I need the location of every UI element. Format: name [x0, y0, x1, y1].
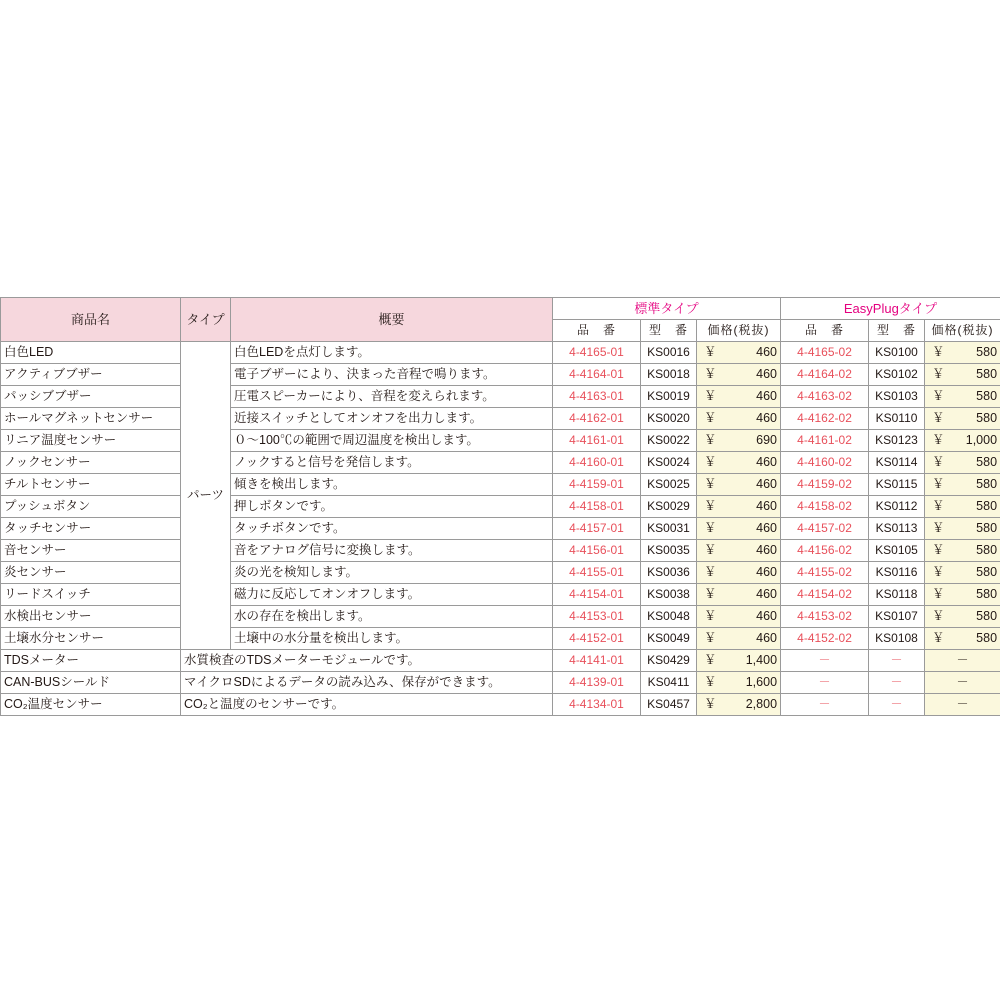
price-value: 580 — [976, 609, 998, 623]
cell-standard-price — [697, 694, 781, 716]
price-value: 580 — [976, 499, 998, 513]
yen-symbol: ￥ — [932, 389, 945, 403]
cell-easyplug-part-no: 4-4157-02 — [781, 518, 869, 540]
price-value: 1,600 — [745, 675, 778, 689]
yen-symbol: ￥ — [704, 675, 717, 689]
cell-easyplug-part-no: 4-4162-02 — [781, 408, 869, 430]
cell-easyplug-part-no: 4-4160-02 — [781, 452, 869, 474]
cell-easyplug-price — [925, 408, 1000, 430]
price-value: 460 — [756, 565, 778, 579]
cell-standard-price — [697, 562, 781, 584]
cell-easyplug-price — [925, 518, 1000, 540]
cell-easyplug-part-no: 4-4159-02 — [781, 474, 869, 496]
cell-standard-price — [697, 474, 781, 496]
table-row — [1, 342, 1000, 364]
cell-product-name: CO₂温度センサー — [1, 694, 181, 716]
cell-summary: 音をアナログ信号に変換します。 — [231, 540, 553, 562]
cell-standard-model-no: KS0024 — [641, 452, 697, 474]
cell-standard-model-no: KS0035 — [641, 540, 697, 562]
price-value: 460 — [756, 345, 778, 359]
cell-summary: ノックすると信号を発信します。 — [231, 452, 553, 474]
cell-standard-part-no: 4-4157-01 — [553, 518, 641, 540]
table-row — [1, 650, 1000, 672]
cell-standard-part-no: 4-4139-01 — [553, 672, 641, 694]
cell-easyplug-model-no: KS0105 — [869, 540, 925, 562]
table-row — [1, 496, 1000, 518]
cell-standard-price — [697, 496, 781, 518]
yen-symbol: ￥ — [932, 455, 945, 469]
cell-easyplug-model-no: KS0107 — [869, 606, 925, 628]
table-row — [1, 408, 1000, 430]
cell-easyplug-part-no: 4-4164-02 — [781, 364, 869, 386]
cell-product-name: ホールマグネットセンサー — [1, 408, 181, 430]
cell-standard-price — [697, 672, 781, 694]
table-body — [1, 342, 1000, 716]
cell-standard-model-no: KS0025 — [641, 474, 697, 496]
cell-easyplug-part-no: 4-4154-02 — [781, 584, 869, 606]
cell-summary: 押しボタンです。 — [231, 496, 553, 518]
cell-product-name: ノックセンサー — [1, 452, 181, 474]
cell-standard-price — [697, 584, 781, 606]
cell-summary: 磁力に反応してオンオフします。 — [231, 584, 553, 606]
yen-symbol: ￥ — [704, 609, 717, 623]
cell-easyplug-part-no: － — [781, 672, 869, 694]
price-value: 580 — [976, 521, 998, 535]
cell-standard-model-no: KS0429 — [641, 650, 697, 672]
yen-symbol: ￥ — [932, 477, 945, 491]
price-value: 460 — [756, 543, 778, 557]
cell-standard-part-no: 4-4158-01 — [553, 496, 641, 518]
cell-standard-part-no: 4-4154-01 — [553, 584, 641, 606]
yen-symbol: ￥ — [932, 411, 945, 425]
table-row — [1, 672, 1000, 694]
cell-easyplug-model-no: KS0102 — [869, 364, 925, 386]
cell-easyplug-price — [925, 474, 1000, 496]
cell-standard-part-no: 4-4163-01 — [553, 386, 641, 408]
cell-standard-part-no: 4-4162-01 — [553, 408, 641, 430]
cell-product-name: TDSメーター — [1, 650, 181, 672]
cell-product-name: 音センサー — [1, 540, 181, 562]
cell-easyplug-price — [925, 628, 1000, 650]
cell-easyplug-model-no: － — [869, 672, 925, 694]
yen-symbol: ￥ — [704, 543, 717, 557]
cell-standard-model-no: KS0019 — [641, 386, 697, 408]
yen-symbol: ￥ — [704, 433, 717, 447]
cell-standard-model-no: KS0036 — [641, 562, 697, 584]
cell-easyplug-price — [925, 430, 1000, 452]
table-row — [1, 606, 1000, 628]
cell-standard-price — [697, 408, 781, 430]
cell-standard-model-no: KS0038 — [641, 584, 697, 606]
yen-symbol: ￥ — [704, 499, 717, 513]
cell-easyplug-model-no: KS0123 — [869, 430, 925, 452]
price-value: 1,000 — [965, 433, 998, 447]
cell-product-name: 水検出センサー — [1, 606, 181, 628]
cell-easyplug-part-no: 4-4153-02 — [781, 606, 869, 628]
cell-easyplug-part-no: 4-4165-02 — [781, 342, 869, 364]
cell-standard-model-no: KS0022 — [641, 430, 697, 452]
price-value: 580 — [976, 411, 998, 425]
cell-summary: 水質検査のTDSメーターモジュールです。 — [181, 650, 553, 672]
price-value: 460 — [756, 521, 778, 535]
cell-easyplug-model-no: KS0118 — [869, 584, 925, 606]
cell-easyplug-part-no: 4-4161-02 — [781, 430, 869, 452]
cell-product-name: 白色LED — [1, 342, 181, 364]
table-row — [1, 628, 1000, 650]
cell-easyplug-model-no: KS0103 — [869, 386, 925, 408]
cell-summary: マイクロSDによるデータの読み込み、保存ができます。 — [181, 672, 553, 694]
cell-standard-price — [697, 540, 781, 562]
cell-standard-part-no: 4-4165-01 — [553, 342, 641, 364]
cell-standard-price — [697, 342, 781, 364]
cell-easyplug-price — [925, 562, 1000, 584]
price-value: 580 — [976, 389, 998, 403]
cell-standard-price — [697, 628, 781, 650]
cell-easyplug-price: － — [925, 694, 1000, 716]
cell-easyplug-model-no: － — [869, 694, 925, 716]
price-value: 580 — [976, 543, 998, 557]
cell-easyplug-price — [925, 584, 1000, 606]
yen-symbol: ￥ — [704, 345, 717, 359]
yen-symbol: ￥ — [704, 587, 717, 601]
price-value: 580 — [976, 631, 998, 645]
cell-easyplug-part-no: － — [781, 694, 869, 716]
table-row — [1, 584, 1000, 606]
cell-summary: 白色LEDを点灯します。 — [231, 342, 553, 364]
cell-summary: ０～100℃の範囲で周辺温度を検出します。 — [231, 430, 553, 452]
cell-standard-part-no: 4-4161-01 — [553, 430, 641, 452]
cell-summary: タッチボタンです。 — [231, 518, 553, 540]
header-easyplug-part-no: 品 番 — [781, 320, 869, 342]
cell-summary: 近接スイッチとしてオンオフを出力します。 — [231, 408, 553, 430]
yen-symbol: ￥ — [932, 345, 945, 359]
cell-easyplug-price — [925, 540, 1000, 562]
price-value: 580 — [976, 477, 998, 491]
cell-standard-part-no: 4-4160-01 — [553, 452, 641, 474]
yen-symbol: ￥ — [932, 587, 945, 601]
cell-product-name: 炎センサー — [1, 562, 181, 584]
cell-easyplug-model-no: KS0116 — [869, 562, 925, 584]
cell-product-name: タッチセンサー — [1, 518, 181, 540]
table-header — [1, 298, 1000, 342]
cell-standard-model-no: KS0048 — [641, 606, 697, 628]
cell-easyplug-part-no: 4-4158-02 — [781, 496, 869, 518]
cell-standard-model-no: KS0018 — [641, 364, 697, 386]
cell-standard-part-no: 4-4153-01 — [553, 606, 641, 628]
yen-symbol: ￥ — [704, 455, 717, 469]
yen-symbol: ￥ — [932, 609, 945, 623]
cell-standard-price — [697, 364, 781, 386]
cell-easyplug-price — [925, 496, 1000, 518]
table-row — [1, 364, 1000, 386]
product-table-container — [0, 297, 1000, 716]
header-easyplug-model-no: 型 番 — [869, 320, 925, 342]
price-value: 460 — [756, 455, 778, 469]
header-type: タイプ — [181, 298, 231, 342]
cell-easyplug-model-no: KS0115 — [869, 474, 925, 496]
header-standard-price: 価格(税抜) — [697, 320, 781, 342]
cell-summary: 炎の光を検知します。 — [231, 562, 553, 584]
cell-easyplug-price: － — [925, 672, 1000, 694]
price-value: 690 — [756, 433, 778, 447]
cell-easyplug-model-no: KS0112 — [869, 496, 925, 518]
table-row — [1, 518, 1000, 540]
price-value: 580 — [976, 587, 998, 601]
cell-standard-model-no: KS0020 — [641, 408, 697, 430]
yen-symbol: ￥ — [704, 653, 717, 667]
table-row — [1, 540, 1000, 562]
yen-symbol: ￥ — [932, 367, 945, 381]
cell-product-name: チルトセンサー — [1, 474, 181, 496]
cell-easyplug-part-no: 4-4152-02 — [781, 628, 869, 650]
cell-standard-price — [697, 452, 781, 474]
yen-symbol: ￥ — [704, 631, 717, 645]
cell-easyplug-price — [925, 452, 1000, 474]
yen-symbol: ￥ — [704, 411, 717, 425]
cell-product-name: プッシュボタン — [1, 496, 181, 518]
price-value: 460 — [756, 609, 778, 623]
cell-standard-model-no: KS0457 — [641, 694, 697, 716]
cell-standard-model-no: KS0049 — [641, 628, 697, 650]
yen-symbol: ￥ — [932, 565, 945, 579]
cell-product-name: 土壌水分センサー — [1, 628, 181, 650]
cell-standard-price — [697, 606, 781, 628]
yen-symbol: ￥ — [932, 433, 945, 447]
cell-easyplug-price — [925, 386, 1000, 408]
cell-standard-price — [697, 518, 781, 540]
header-product-name: 商品名 — [1, 298, 181, 342]
cell-easyplug-model-no: KS0114 — [869, 452, 925, 474]
price-value: 1,400 — [745, 653, 778, 667]
cell-standard-price — [697, 386, 781, 408]
cell-summary: 水の存在を検出します。 — [231, 606, 553, 628]
price-value: 580 — [976, 345, 998, 359]
cell-easyplug-part-no: 4-4163-02 — [781, 386, 869, 408]
cell-easyplug-model-no: KS0100 — [869, 342, 925, 364]
header-standard-type: 標準タイプ — [553, 298, 781, 320]
cell-standard-model-no: KS0031 — [641, 518, 697, 540]
cell-easyplug-price — [925, 364, 1000, 386]
price-value: 460 — [756, 477, 778, 491]
price-value: 2,800 — [745, 697, 778, 711]
table-row — [1, 562, 1000, 584]
price-value: 460 — [756, 367, 778, 381]
price-value: 460 — [756, 499, 778, 513]
cell-type: パーツ — [181, 342, 231, 650]
product-table — [0, 297, 1000, 716]
cell-easyplug-price — [925, 606, 1000, 628]
cell-summary: 電子ブザーにより、決まった音程で鳴ります。 — [231, 364, 553, 386]
yen-symbol: ￥ — [932, 543, 945, 557]
table-row — [1, 474, 1000, 496]
cell-standard-price — [697, 430, 781, 452]
cell-easyplug-model-no: KS0113 — [869, 518, 925, 540]
cell-standard-model-no: KS0016 — [641, 342, 697, 364]
cell-standard-model-no: KS0029 — [641, 496, 697, 518]
cell-standard-part-no: 4-4164-01 — [553, 364, 641, 386]
price-value: 460 — [756, 389, 778, 403]
yen-symbol: ￥ — [932, 631, 945, 645]
table-row — [1, 430, 1000, 452]
cell-easyplug-price — [925, 342, 1000, 364]
yen-symbol: ￥ — [704, 389, 717, 403]
cell-product-name: アクティブブザー — [1, 364, 181, 386]
cell-summary: CO₂と温度のセンサーです。 — [181, 694, 553, 716]
cell-easyplug-model-no: － — [869, 650, 925, 672]
cell-standard-part-no: 4-4152-01 — [553, 628, 641, 650]
cell-standard-part-no: 4-4156-01 — [553, 540, 641, 562]
cell-product-name: パッシブブザー — [1, 386, 181, 408]
yen-symbol: ￥ — [704, 477, 717, 491]
yen-symbol: ￥ — [932, 521, 945, 535]
table-row — [1, 694, 1000, 716]
price-value: 580 — [976, 455, 998, 469]
header-easyplug-type: EasyPlugタイプ — [781, 298, 1000, 320]
price-value: 460 — [756, 631, 778, 645]
yen-symbol: ￥ — [704, 367, 717, 381]
price-value: 580 — [976, 565, 998, 579]
header-standard-part-no: 品 番 — [553, 320, 641, 342]
yen-symbol: ￥ — [704, 521, 717, 535]
cell-product-name: リードスイッチ — [1, 584, 181, 606]
cell-easyplug-model-no: KS0108 — [869, 628, 925, 650]
table-row — [1, 386, 1000, 408]
cell-easyplug-part-no: 4-4156-02 — [781, 540, 869, 562]
cell-standard-model-no: KS0411 — [641, 672, 697, 694]
price-value: 580 — [976, 367, 998, 381]
cell-standard-part-no: 4-4155-01 — [553, 562, 641, 584]
header-summary: 概要 — [231, 298, 553, 342]
cell-product-name: CAN-BUSシールド — [1, 672, 181, 694]
cell-easyplug-model-no: KS0110 — [869, 408, 925, 430]
header-row-top — [1, 298, 1000, 320]
price-value: 460 — [756, 587, 778, 601]
cell-standard-part-no: 4-4134-01 — [553, 694, 641, 716]
header-easyplug-price: 価格(税抜) — [925, 320, 1000, 342]
cell-easyplug-part-no: － — [781, 650, 869, 672]
yen-symbol: ￥ — [704, 565, 717, 579]
cell-standard-part-no: 4-4141-01 — [553, 650, 641, 672]
cell-product-name: リニア温度センサー — [1, 430, 181, 452]
yen-symbol: ￥ — [704, 697, 717, 711]
header-standard-model-no: 型 番 — [641, 320, 697, 342]
cell-summary: 土壌中の水分量を検出します。 — [231, 628, 553, 650]
cell-standard-price — [697, 650, 781, 672]
price-value: 460 — [756, 411, 778, 425]
cell-summary: 傾きを検出します。 — [231, 474, 553, 496]
yen-symbol: ￥ — [932, 499, 945, 513]
cell-standard-part-no: 4-4159-01 — [553, 474, 641, 496]
cell-easyplug-price: － — [925, 650, 1000, 672]
table-row — [1, 452, 1000, 474]
cell-easyplug-part-no: 4-4155-02 — [781, 562, 869, 584]
cell-summary: 圧電スピーカーにより、音程を変えられます。 — [231, 386, 553, 408]
